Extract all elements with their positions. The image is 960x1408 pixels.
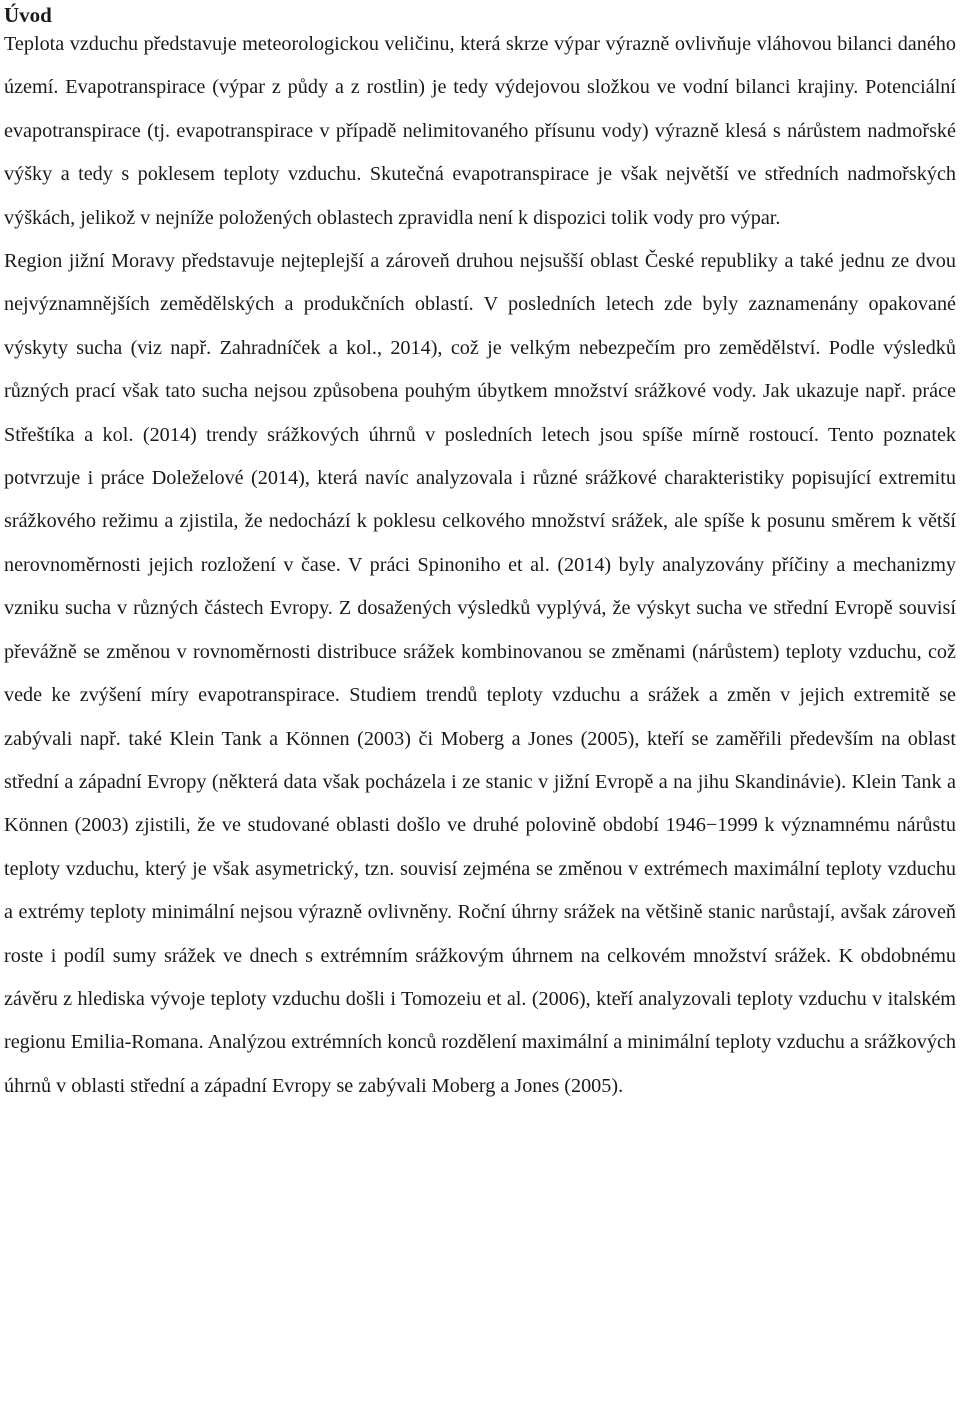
- document-page: [4, 0, 956, 1108]
- paragraph-intro: Teplota vzduchu představuje meteorologickou veličinu, která skrze výpar výrazně ovlivňuje vláhovou bilanci daného území. Evapotranspirace (výpar z půdy a z rostlin) je tedy výdejovou složkou ve vodní bilanci krajiny. Potenciální evapotranspirace (tj. evapotranspirace v případě nelimitovaného přísunu vody) výrazně klesá s nárůstem nadmořské výšky a tedy s poklesem teploty vzduchu. Skutečná evapotranspirace je však největší ve středních nadmořských výškách, jelikož v nejníže položených oblastech zpravidla není k dispozici tolik vody pro výpar.: [4, 33, 956, 229]
- paragraph-south-moravia: Region jižní Moravy představuje nejteplejší a zároveň druhou nejsušší oblast České republiky a také jednu ze dvou nejvýznamnějších zemědělských a produkčních oblastí. V posledních letech zde byly zaznamenány opakované výskyty sucha (viz např. Zahradníček a kol., 2014), což je velkým nebezpečím pro zemědělství. Podle výsledků různých prací však tato sucha nejsou způsobena pouhým úbytkem množství srážkové vody. Jak ukazuje např. práce Střeštíka a kol. (2014) trendy srážkových úhrnů v posledních letech jsou spíše mírně rostoucí. Tento poznatek potvrzuje i práce Doleželové (2014), která navíc analyzovala i různé srážkové charakteristiky popisující extremitu srážkového režimu a zjistila, že nedochází k poklesu celkového množství srážek, ale spíše k posunu směrem k větší nerovnoměrnosti jejich rozložení v čase. V práci Spinoniho et al. (2014) byly analyzovány příčiny a mechanizmy vzniku sucha v různých částech Evropy. Z dosažených výsledků vyplývá, že výskyt sucha ve střední Evropě souvisí převážně se změnou v rovnoměrnosti distribuce srážek kombinovanou se změnami (nárůstem) teploty vzduchu, což vede ke zvýšení míry evapotranspirace. Studiem trendů teploty vzduchu a srážek a změn v jejich extremitě se zabývali např. také Klein Tank a Können (2003) či Moberg a Jones (2005), kteří se zaměřili především na oblast střední a západní Evropy (některá data však pocházela i ze stanic v jižní Evropě a na jihu Skandinávie). Klein Tank a Können (2003) zjistili, že ve studované oblasti došlo ve druhé polovině období 1946−1999 k významnému nárůstu teploty vzduchu, který je však asymetrický, tzn. souvisí zejména se změnou v extrémech maximální teploty vzduchu a extrémy teploty minimální nejsou výrazně ovlivněny. Roční úhrny srážek na většině stanic narůstají, avšak zároveň roste i podíl sumy srážek ve dnech s extrémním srážkovým úhrnem na celkovém množství srážek. K obdobnému závěru z hlediska vývoje teploty vzduchu došli i Tomozeiu et al. (2006), kteří analyzovali teploty vzduchu v italském regionu Emilia-Romana. Analýzou extrémních konců rozdělení maximální a minimální teploty vzduchu a srážkových úhrnů v oblasti střední a západní Evropy se zabývali Moberg a Jones (2005).: [4, 250, 956, 1097]
- section-heading: Úvod: [4, 3, 52, 27]
